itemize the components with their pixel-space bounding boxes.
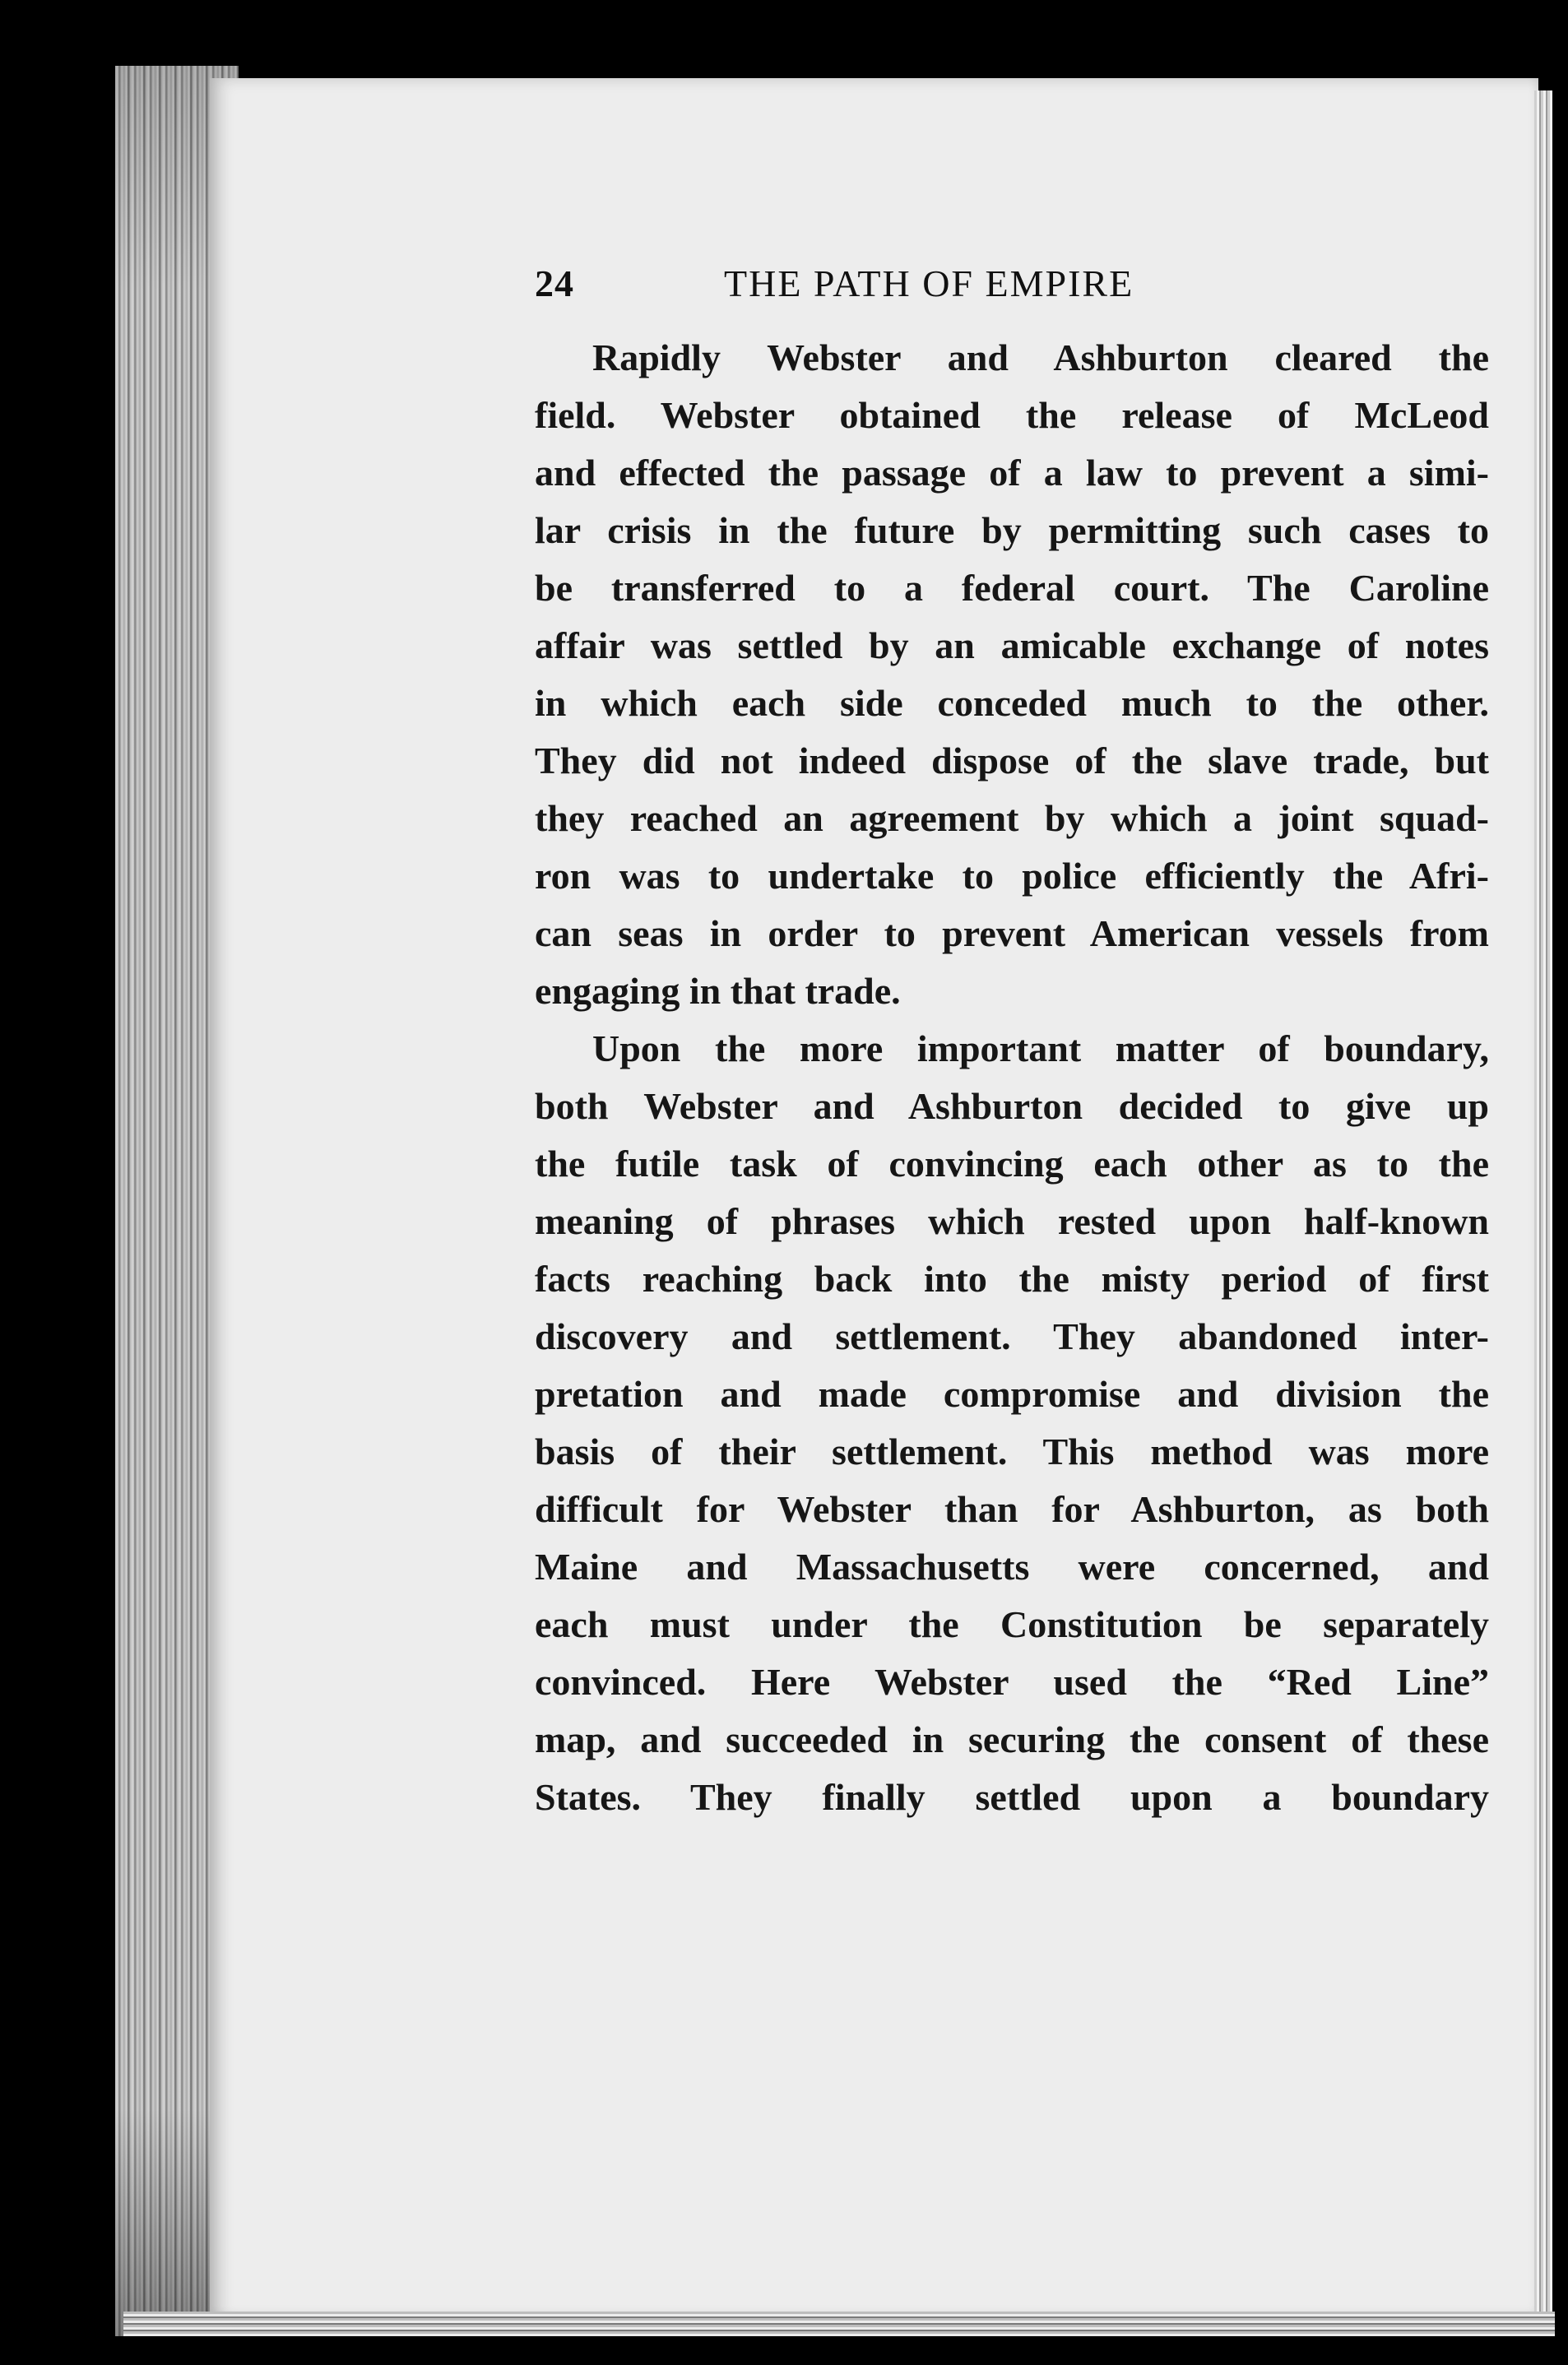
text-line: field. Webster obtained the release of McLeod (535, 394, 1489, 436)
paragraph (535, 329, 1489, 1020)
text-line: They did not indeed dispose of the slave trade, but (535, 740, 1489, 781)
text-line: be transferred to a federal court. The Caroline (535, 567, 1489, 609)
text-line: each must under the Constitution be separately (535, 1603, 1489, 1645)
running-title: THE PATH OF EMPIRE (724, 262, 1134, 304)
paragraph (535, 1020, 1489, 1826)
body-text (535, 329, 1489, 1826)
text-line: pretation and made compromise and division the (535, 1373, 1489, 1415)
text-line: convinced. Here Webster used the “Red Line” (535, 1661, 1489, 1703)
text-line: lar crisis in the future by permitting such cases to (535, 509, 1489, 551)
page-edges-bottom (123, 2312, 1555, 2336)
text-line: facts reaching back into the misty period of first (535, 1258, 1489, 1300)
text-line: in which each side conceded much to the other. (535, 682, 1489, 724)
text-line: meaning of phrases which rested upon half-known (535, 1200, 1489, 1242)
text-line: discovery and settlement. They abandoned inter- (535, 1315, 1489, 1357)
text-line: engaging in that trade. (535, 970, 901, 1012)
text-line: States. They finally settled upon a boundary (535, 1776, 1489, 1818)
text-line: the futile task of convincing each other as to the (535, 1143, 1489, 1185)
text-line: basis of their settlement. This method was more (535, 1431, 1489, 1472)
text-line: Upon the more important matter of boundary, (592, 1027, 1489, 1069)
text-line: they reached an agreement by which a joint squad- (535, 797, 1489, 839)
text-line: Maine and Massachusetts were concerned, and (535, 1546, 1489, 1588)
text-line: and effected the passage of a law to prevent a simi- (535, 452, 1489, 494)
text-line: affair was settled by an amicable exchange of notes (535, 624, 1489, 666)
page-edges-right (1534, 90, 1552, 2336)
text-line: difficult for Webster than for Ashburton, as both (535, 1488, 1489, 1530)
running-head (535, 262, 1481, 311)
page-number: 24 (535, 262, 574, 304)
text-line: ron was to undertake to police efficiently the Afri- (535, 855, 1489, 897)
text-line: Rapidly Webster and Ashburton cleared the (592, 336, 1489, 378)
text-line: both Webster and Ashburton decided to give up (535, 1085, 1489, 1127)
text-line: can seas in order to prevent American vessels from (535, 912, 1489, 954)
text-line: map, and succeeded in securing the consent of these (535, 1718, 1489, 1760)
